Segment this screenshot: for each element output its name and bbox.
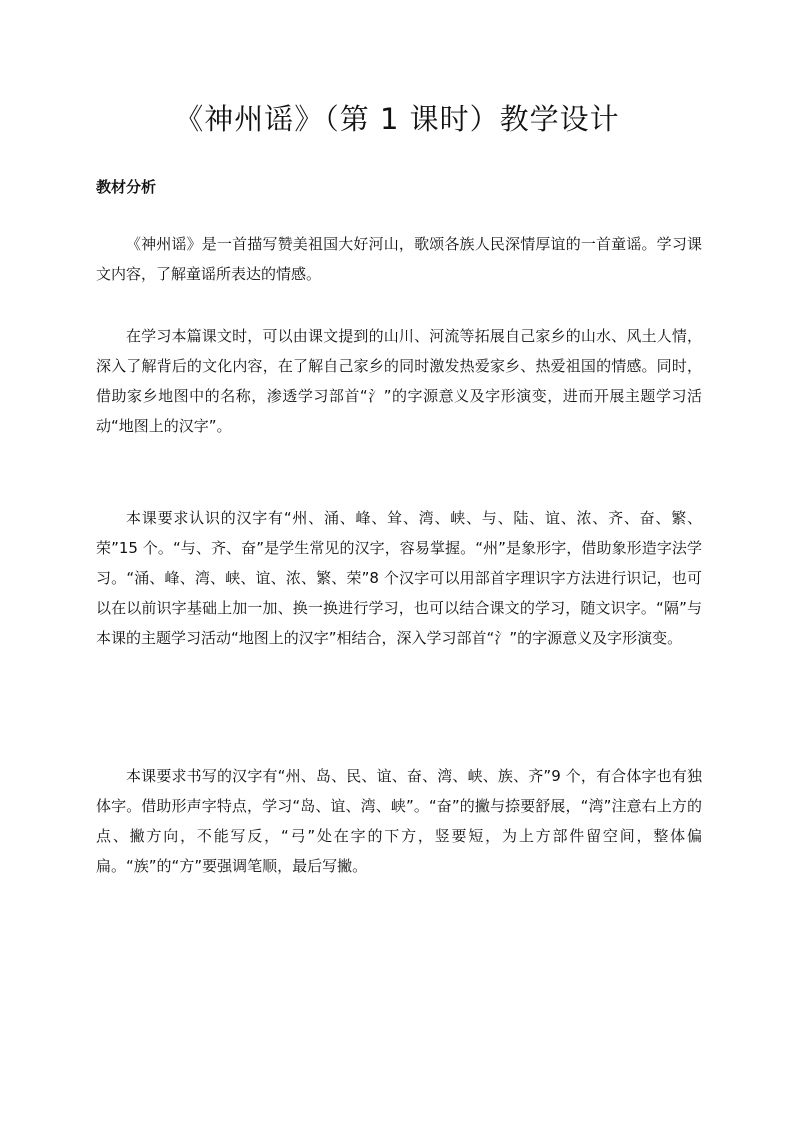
paragraph-1: 《神州谣》是一首描写赞美祖国大好河山，歌颂各族人民深情厚谊的一首童谣。学习课文内容，了解童谣所表达的情感。: [96, 235, 702, 283]
paragraph-2: 在学习本篇课文时，可以由课文提到的山川、河流等拓展自己家乡的山水、风土人情，深入了解背后的文化内容，在了解自己家乡的同时激发热爱家乡、热爱祖国的情感。同时，借助家乡地图中的名称，渗透学习部首“氵”的字源意义及字形演变，进而开展主题学习活动“地图上的汉字”。: [96, 327, 702, 435]
paragraph-4: 本课要求书写的汉字有“州、岛、民、谊、奋、湾、峡、族、齐”9 个，有合体字也有独体字。借助形声字特点，学习“岛、谊、湾、峡”。“奋”的撇与捺要舒展，“湾”注意右上方的点、撇方向，不能写反，“弓”处在字的下方，竖要短，为上方部件留空间，整体偏扁。“族”的“方”要强调笔顺，最后写撇。: [96, 767, 702, 875]
section-heading: 教材分析: [96, 178, 157, 196]
document-title: 《神州谣》（第 1 课时）教学设计: [174, 102, 620, 136]
paragraph-3: 本课要求认识的汉字有“州、涌、峰、耸、湾、峡、与、陆、谊、浓、齐、奋、繁、荣”15 个。“与、齐、奋”是学生常见的汉字，容易掌握。“州”是象形字，借助象形造字法学习。“涌、峰、湾、峡、谊、浓、繁、荣”8 个汉字可以用部首字理识字方法进行识记，也可以在以前识字基础上加一加、换一换进行学习，也可以结合课文的学习，随文识字。“隔”与本课的主题学习活动“地图上的汉字”相结合，深入学习部首“氵”的字源意义及字形演变。: [96, 509, 702, 647]
